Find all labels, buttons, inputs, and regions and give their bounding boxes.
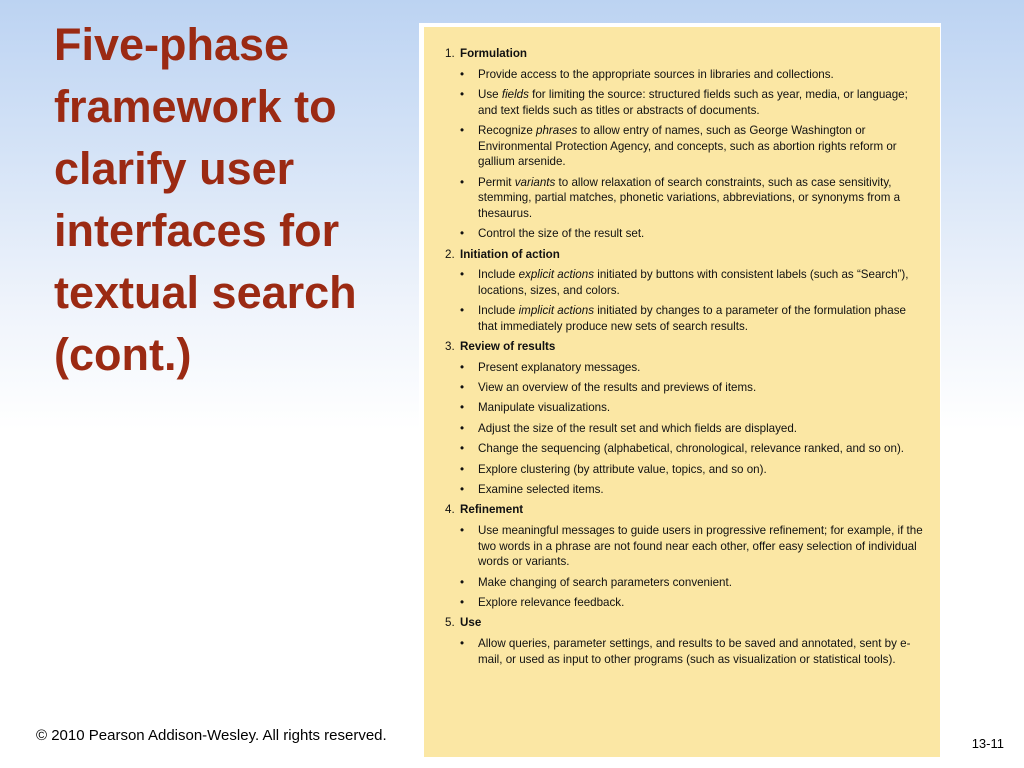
slide-title: Five-phase framework to clarify user interfaces for textual search (cont.) <box>54 19 357 380</box>
emphasized-term: variants <box>514 175 556 189</box>
phase-section <box>445 502 930 610</box>
list-item: • Explore clustering (by attribute value, topics, and so on). <box>445 462 930 478</box>
list-item: • Control the size of the result set. <box>445 226 930 242</box>
list-item: • View an overview of the results and previews of items. <box>445 380 930 396</box>
phase-heading <box>445 615 930 631</box>
list-item: • Allow queries, parameter settings, and results to be saved and annotated, sent by e-mail, or used as input to other programs (such as visualization or statistical tools). <box>445 636 930 667</box>
phase-section <box>445 615 930 667</box>
phase-label: Refinement <box>460 503 524 517</box>
phase-number: 5. <box>445 616 455 630</box>
phase-items <box>445 523 930 611</box>
emphasized-term: fields <box>501 87 529 101</box>
list-item: • Manipulate visualizations. <box>445 400 930 416</box>
phase-items <box>445 67 930 242</box>
phase-items <box>445 636 930 667</box>
phase-heading <box>445 502 930 518</box>
emphasized-term: explicit actions <box>518 268 595 282</box>
list-item: • Change the sequencing (alphabetical, chronological, relevance ranked, and so on). <box>445 441 930 457</box>
list-item: • Recognize phrases to allow entry of names, such as George Washington or Environmental Protection Agency, and concepts, such as abortion rights reform or gallium arsenide. <box>445 123 930 170</box>
framework-table <box>424 27 940 757</box>
list-item: • Include implicit actions initiated by changes to a parameter of the formulation phase that immediately produce new sets of search results. <box>445 303 930 334</box>
phase-heading <box>445 339 930 355</box>
emphasized-term: phrases <box>536 123 578 137</box>
list-item: • Adjust the size of the result set and which fields are displayed. <box>445 421 930 437</box>
phase-number: 3. <box>445 340 455 354</box>
list-item: • Use fields for limiting the source: structured fields such as year, media, or language; and text fields such as titles or abstracts of documents. <box>445 87 930 118</box>
emphasized-term: implicit actions <box>518 304 594 318</box>
phase-number: 2. <box>445 247 455 261</box>
phase-number: 1. <box>445 47 455 60</box>
phase-number: 4. <box>445 503 455 517</box>
list-item: • Include explicit actions initiated by buttons with consistent labels (such as “Search”), locations, sizes, and colors. <box>445 267 930 298</box>
list-item: • Present explanatory messages. <box>445 360 930 376</box>
copyright-notice: © 2010 Pearson Addison-Wesley. All rights reserved. <box>36 727 387 744</box>
list-item: • Make changing of search parameters convenient. <box>445 575 930 591</box>
phase-items <box>445 360 930 498</box>
list-item: • Permit variants to allow relaxation of search constraints, such as case sensitivity, stemming, partial matches, phonetic variations, abbreviations, or synonyms from a thesaurus. <box>445 175 930 222</box>
phase-label: Initiation of action <box>460 247 560 261</box>
phase-label: Use <box>460 616 482 630</box>
list-item: • Examine selected items. <box>445 482 930 498</box>
page-number: 13-11 <box>971 736 1004 751</box>
phase-label: Review of results <box>460 340 556 354</box>
phase-items <box>445 267 930 334</box>
phase-section <box>445 247 930 335</box>
phase-label: Formulation <box>460 47 527 60</box>
list-item: • Explore relevance feedback. <box>445 595 930 611</box>
phase-heading <box>445 46 930 62</box>
phase-section <box>445 339 930 498</box>
phase-section <box>445 46 930 242</box>
list-item: • Provide access to the appropriate sources in libraries and collections. <box>445 67 930 83</box>
list-item: • Use meaningful messages to guide users in progressive refinement; for example, if the two words in a phrase are not found near each other, offer easy selection of individual words or variants. <box>445 523 930 570</box>
phase-heading <box>445 247 930 263</box>
